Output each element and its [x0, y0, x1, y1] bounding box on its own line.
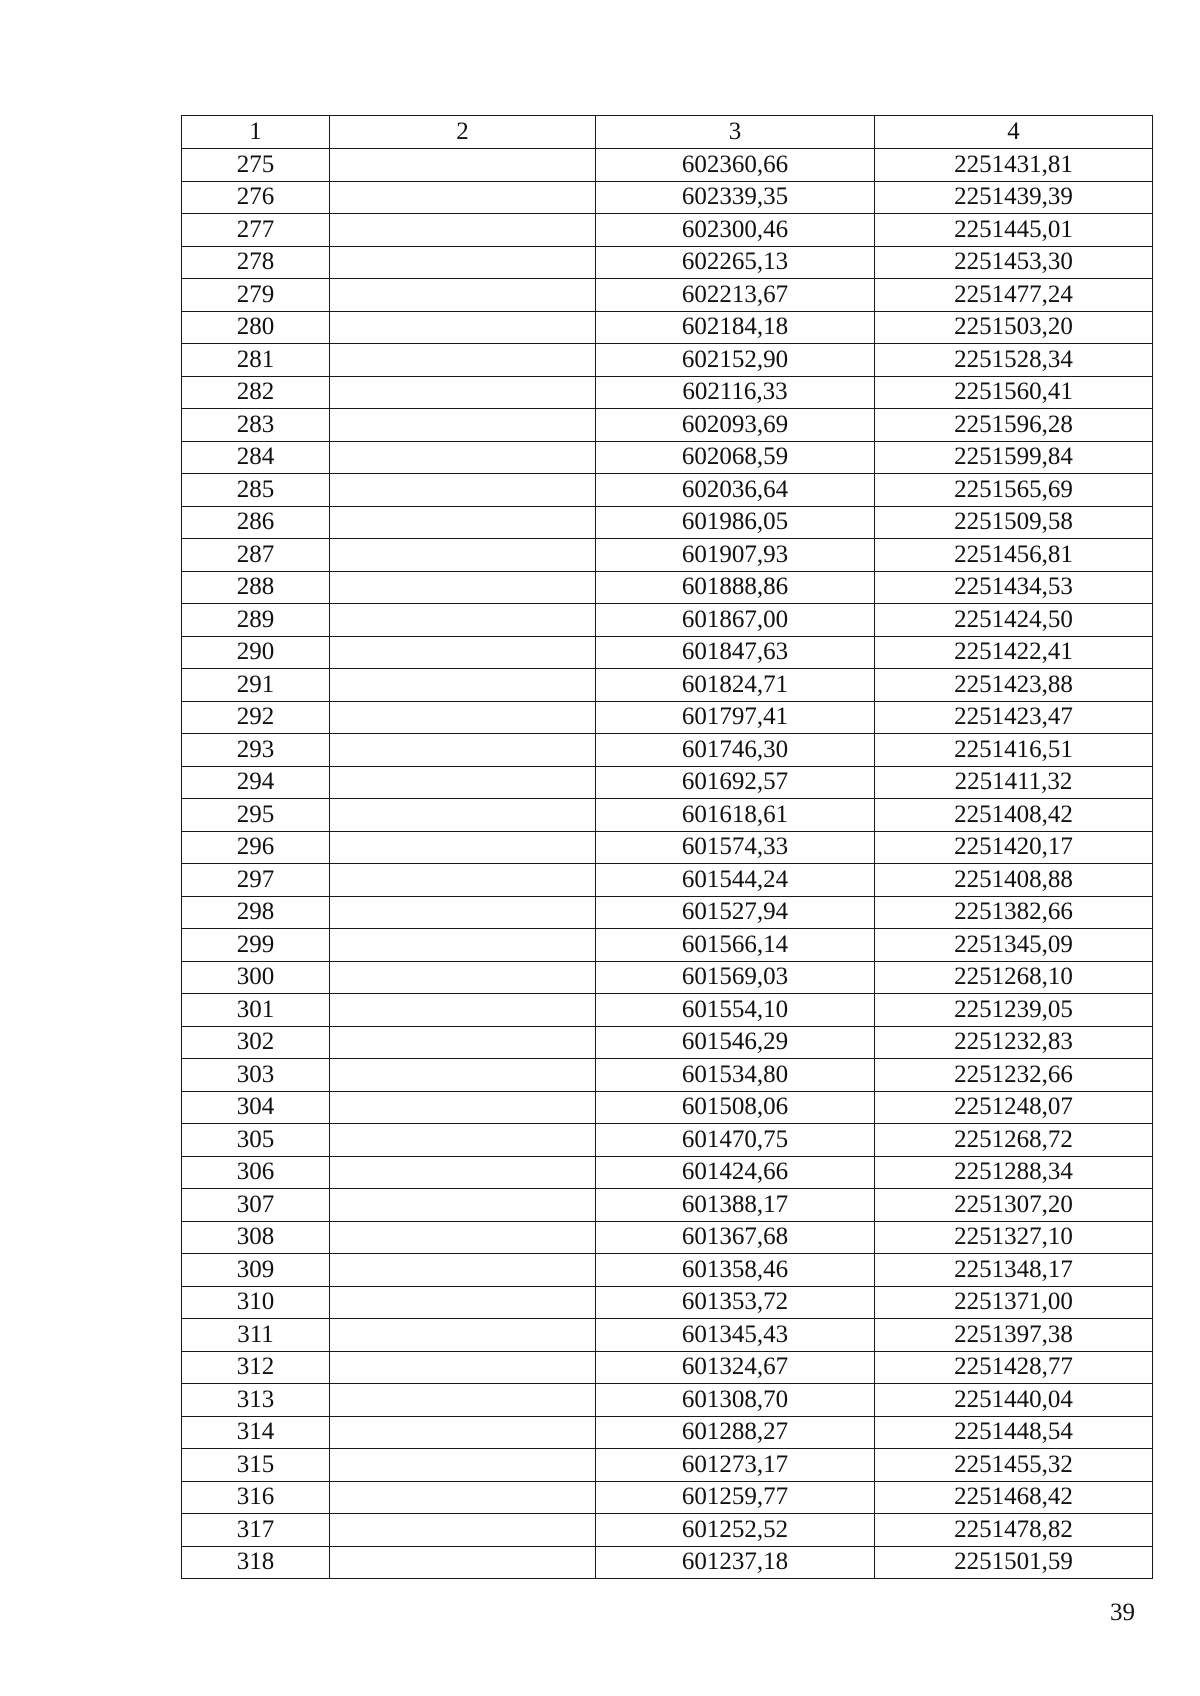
x-coordinate-cell: 602116,33 [596, 376, 875, 409]
table-row [182, 1254, 1153, 1287]
y-coordinate-cell: 2251434,53 [875, 571, 1153, 604]
description-cell [330, 1254, 596, 1287]
point-number-cell: 287 [182, 539, 330, 572]
table-row [182, 1449, 1153, 1482]
description-cell [330, 734, 596, 767]
point-number-cell: 312 [182, 1351, 330, 1384]
y-coordinate-cell: 2251448,54 [875, 1416, 1153, 1449]
y-coordinate-cell: 2251431,81 [875, 149, 1153, 182]
table-row [182, 474, 1153, 507]
table-row [182, 1091, 1153, 1124]
point-number-cell: 286 [182, 506, 330, 539]
description-cell [330, 344, 596, 377]
y-coordinate-cell: 2251382,66 [875, 896, 1153, 929]
x-coordinate-cell: 601273,17 [596, 1449, 875, 1482]
table-row [182, 864, 1153, 897]
point-number-cell: 277 [182, 214, 330, 247]
point-number-cell: 315 [182, 1449, 330, 1482]
point-number-cell: 290 [182, 636, 330, 669]
x-coordinate-cell: 602339,35 [596, 181, 875, 214]
description-cell [330, 1026, 596, 1059]
point-number-cell: 295 [182, 799, 330, 832]
point-number-cell: 293 [182, 734, 330, 767]
point-number-cell: 308 [182, 1221, 330, 1254]
y-coordinate-cell: 2251501,59 [875, 1546, 1153, 1579]
table-row [182, 1416, 1153, 1449]
y-coordinate-cell: 2251468,42 [875, 1481, 1153, 1514]
y-coordinate-cell: 2251509,58 [875, 506, 1153, 539]
x-coordinate-cell: 601888,86 [596, 571, 875, 604]
x-coordinate-cell: 601259,77 [596, 1481, 875, 1514]
description-cell [330, 1546, 596, 1579]
description-cell [330, 799, 596, 832]
x-coordinate-cell: 601367,68 [596, 1221, 875, 1254]
table-row [182, 1059, 1153, 1092]
description-cell [330, 1124, 596, 1157]
point-number-cell: 294 [182, 766, 330, 799]
x-coordinate-cell: 601508,06 [596, 1091, 875, 1124]
x-coordinate-cell: 602360,66 [596, 149, 875, 182]
page-number: 39 [1110, 1599, 1135, 1626]
point-number-cell: 279 [182, 279, 330, 312]
x-coordinate-cell: 602300,46 [596, 214, 875, 247]
description-cell [330, 539, 596, 572]
y-coordinate-cell: 2251420,17 [875, 831, 1153, 864]
table-row [182, 311, 1153, 344]
x-coordinate-cell: 601252,52 [596, 1514, 875, 1547]
table-row [182, 929, 1153, 962]
point-number-cell: 303 [182, 1059, 330, 1092]
x-coordinate-cell: 601308,70 [596, 1384, 875, 1417]
y-coordinate-cell: 2251445,01 [875, 214, 1153, 247]
y-coordinate-cell: 2251416,51 [875, 734, 1153, 767]
x-coordinate-cell: 602036,64 [596, 474, 875, 507]
y-coordinate-cell: 2251423,47 [875, 701, 1153, 734]
table-row [182, 1319, 1153, 1352]
y-coordinate-cell: 2251440,04 [875, 1384, 1153, 1417]
description-cell [330, 1059, 596, 1092]
point-number-cell: 283 [182, 409, 330, 442]
description-cell [330, 506, 596, 539]
x-coordinate-cell: 601345,43 [596, 1319, 875, 1352]
y-coordinate-cell: 2251453,30 [875, 246, 1153, 279]
x-coordinate-cell: 601907,93 [596, 539, 875, 572]
y-coordinate-cell: 2251248,07 [875, 1091, 1153, 1124]
description-cell [330, 604, 596, 637]
description-cell [330, 994, 596, 1027]
x-coordinate-cell: 602093,69 [596, 409, 875, 442]
y-coordinate-cell: 2251411,32 [875, 766, 1153, 799]
table-row [182, 246, 1153, 279]
table-row [182, 279, 1153, 312]
y-coordinate-cell: 2251408,42 [875, 799, 1153, 832]
table-row [182, 896, 1153, 929]
description-cell [330, 214, 596, 247]
y-coordinate-cell: 2251596,28 [875, 409, 1153, 442]
table-row [182, 1124, 1153, 1157]
point-number-cell: 302 [182, 1026, 330, 1059]
header-col-1: 1 [182, 116, 330, 149]
x-coordinate-cell: 601797,41 [596, 701, 875, 734]
point-number-cell: 301 [182, 994, 330, 1027]
y-coordinate-cell: 2251239,05 [875, 994, 1153, 1027]
x-coordinate-cell: 601388,17 [596, 1189, 875, 1222]
point-number-cell: 317 [182, 1514, 330, 1547]
table-row [182, 669, 1153, 702]
x-coordinate-cell: 601566,14 [596, 929, 875, 962]
point-number-cell: 284 [182, 441, 330, 474]
table-row [182, 214, 1153, 247]
y-coordinate-cell: 2251503,20 [875, 311, 1153, 344]
description-cell [330, 701, 596, 734]
x-coordinate-cell: 601288,27 [596, 1416, 875, 1449]
table-row [182, 1546, 1153, 1579]
y-coordinate-cell: 2251565,69 [875, 474, 1153, 507]
description-cell [330, 409, 596, 442]
point-number-cell: 298 [182, 896, 330, 929]
point-number-cell: 318 [182, 1546, 330, 1579]
table-row [182, 734, 1153, 767]
x-coordinate-cell: 601358,46 [596, 1254, 875, 1287]
point-number-cell: 297 [182, 864, 330, 897]
table-row [182, 539, 1153, 572]
description-cell [330, 1091, 596, 1124]
point-number-cell: 282 [182, 376, 330, 409]
description-cell [330, 636, 596, 669]
point-number-cell: 296 [182, 831, 330, 864]
description-cell [330, 441, 596, 474]
description-cell [330, 831, 596, 864]
point-number-cell: 285 [182, 474, 330, 507]
point-number-cell: 276 [182, 181, 330, 214]
x-coordinate-cell: 601544,24 [596, 864, 875, 897]
y-coordinate-cell: 2251397,38 [875, 1319, 1153, 1352]
table-row [182, 636, 1153, 669]
description-cell [330, 1319, 596, 1352]
y-coordinate-cell: 2251232,83 [875, 1026, 1153, 1059]
table-row [182, 409, 1153, 442]
point-number-cell: 309 [182, 1254, 330, 1287]
header-col-3: 3 [596, 116, 875, 149]
y-coordinate-cell: 2251423,88 [875, 669, 1153, 702]
table-row [182, 799, 1153, 832]
x-coordinate-cell: 601824,71 [596, 669, 875, 702]
table-row [182, 961, 1153, 994]
description-cell [330, 1514, 596, 1547]
x-coordinate-cell: 601546,29 [596, 1026, 875, 1059]
table-row [182, 766, 1153, 799]
description-cell [330, 961, 596, 994]
table-row [182, 1481, 1153, 1514]
table-row [182, 604, 1153, 637]
description-cell [330, 1156, 596, 1189]
x-coordinate-cell: 601470,75 [596, 1124, 875, 1157]
table-row [182, 376, 1153, 409]
x-coordinate-cell: 601986,05 [596, 506, 875, 539]
x-coordinate-cell: 602184,18 [596, 311, 875, 344]
y-coordinate-cell: 2251424,50 [875, 604, 1153, 637]
description-cell [330, 149, 596, 182]
y-coordinate-cell: 2251408,88 [875, 864, 1153, 897]
table-row [182, 441, 1153, 474]
table-row [182, 1189, 1153, 1222]
description-cell [330, 246, 596, 279]
x-coordinate-cell: 602265,13 [596, 246, 875, 279]
header-col-4: 4 [875, 116, 1153, 149]
table-row [182, 831, 1153, 864]
description-cell [330, 1416, 596, 1449]
table-row [182, 1221, 1153, 1254]
x-coordinate-cell: 601527,94 [596, 896, 875, 929]
description-cell [330, 1286, 596, 1319]
table-row [182, 181, 1153, 214]
y-coordinate-cell: 2251528,34 [875, 344, 1153, 377]
y-coordinate-cell: 2251422,41 [875, 636, 1153, 669]
y-coordinate-cell: 2251232,66 [875, 1059, 1153, 1092]
x-coordinate-cell: 601554,10 [596, 994, 875, 1027]
y-coordinate-cell: 2251478,82 [875, 1514, 1153, 1547]
description-cell [330, 1351, 596, 1384]
y-coordinate-cell: 2251456,81 [875, 539, 1153, 572]
table-body [182, 149, 1153, 1579]
y-coordinate-cell: 2251327,10 [875, 1221, 1153, 1254]
point-number-cell: 314 [182, 1416, 330, 1449]
point-number-cell: 300 [182, 961, 330, 994]
description-cell [330, 896, 596, 929]
point-number-cell: 299 [182, 929, 330, 962]
point-number-cell: 275 [182, 149, 330, 182]
y-coordinate-cell: 2251371,00 [875, 1286, 1153, 1319]
description-cell [330, 1189, 596, 1222]
description-cell [330, 311, 596, 344]
x-coordinate-cell: 601746,30 [596, 734, 875, 767]
description-cell [330, 929, 596, 962]
point-number-cell: 313 [182, 1384, 330, 1417]
y-coordinate-cell: 2251599,84 [875, 441, 1153, 474]
table-row [182, 1351, 1153, 1384]
y-coordinate-cell: 2251268,72 [875, 1124, 1153, 1157]
point-number-cell: 305 [182, 1124, 330, 1157]
x-coordinate-cell: 602068,59 [596, 441, 875, 474]
table-row [182, 1156, 1153, 1189]
table-row [182, 1384, 1153, 1417]
description-cell [330, 279, 596, 312]
point-number-cell: 281 [182, 344, 330, 377]
x-coordinate-cell: 601424,66 [596, 1156, 875, 1189]
y-coordinate-cell: 2251288,34 [875, 1156, 1153, 1189]
y-coordinate-cell: 2251477,24 [875, 279, 1153, 312]
point-number-cell: 311 [182, 1319, 330, 1352]
y-coordinate-cell: 2251345,09 [875, 929, 1153, 962]
x-coordinate-cell: 601237,18 [596, 1546, 875, 1579]
x-coordinate-cell: 602152,90 [596, 344, 875, 377]
y-coordinate-cell: 2251560,41 [875, 376, 1153, 409]
x-coordinate-cell: 601692,57 [596, 766, 875, 799]
description-cell [330, 1221, 596, 1254]
point-number-cell: 278 [182, 246, 330, 279]
x-coordinate-cell: 601353,72 [596, 1286, 875, 1319]
description-cell [330, 1449, 596, 1482]
table-row [182, 1514, 1153, 1547]
table-row [182, 701, 1153, 734]
table-row [182, 506, 1153, 539]
point-number-cell: 292 [182, 701, 330, 734]
y-coordinate-cell: 2251439,39 [875, 181, 1153, 214]
y-coordinate-cell: 2251307,20 [875, 1189, 1153, 1222]
table-header-row [182, 116, 1153, 149]
y-coordinate-cell: 2251455,32 [875, 1449, 1153, 1482]
x-coordinate-cell: 601618,61 [596, 799, 875, 832]
description-cell [330, 474, 596, 507]
table-row [182, 149, 1153, 182]
table-row [182, 344, 1153, 377]
x-coordinate-cell: 601847,63 [596, 636, 875, 669]
description-cell [330, 669, 596, 702]
x-coordinate-cell: 601574,33 [596, 831, 875, 864]
point-number-cell: 310 [182, 1286, 330, 1319]
x-coordinate-cell: 601867,00 [596, 604, 875, 637]
y-coordinate-cell: 2251428,77 [875, 1351, 1153, 1384]
table-row [182, 571, 1153, 604]
header-col-2: 2 [330, 116, 596, 149]
description-cell [330, 1384, 596, 1417]
point-number-cell: 316 [182, 1481, 330, 1514]
x-coordinate-cell: 601569,03 [596, 961, 875, 994]
description-cell [330, 181, 596, 214]
table-row [182, 994, 1153, 1027]
description-cell [330, 376, 596, 409]
point-number-cell: 291 [182, 669, 330, 702]
description-cell [330, 864, 596, 897]
point-number-cell: 280 [182, 311, 330, 344]
table-row [182, 1286, 1153, 1319]
description-cell [330, 766, 596, 799]
x-coordinate-cell: 601534,80 [596, 1059, 875, 1092]
point-number-cell: 307 [182, 1189, 330, 1222]
point-number-cell: 306 [182, 1156, 330, 1189]
point-number-cell: 289 [182, 604, 330, 637]
y-coordinate-cell: 2251268,10 [875, 961, 1153, 994]
table-row [182, 1026, 1153, 1059]
x-coordinate-cell: 602213,67 [596, 279, 875, 312]
coordinates-table [181, 115, 1153, 1579]
point-number-cell: 304 [182, 1091, 330, 1124]
point-number-cell: 288 [182, 571, 330, 604]
x-coordinate-cell: 601324,67 [596, 1351, 875, 1384]
y-coordinate-cell: 2251348,17 [875, 1254, 1153, 1287]
description-cell [330, 1481, 596, 1514]
description-cell [330, 571, 596, 604]
